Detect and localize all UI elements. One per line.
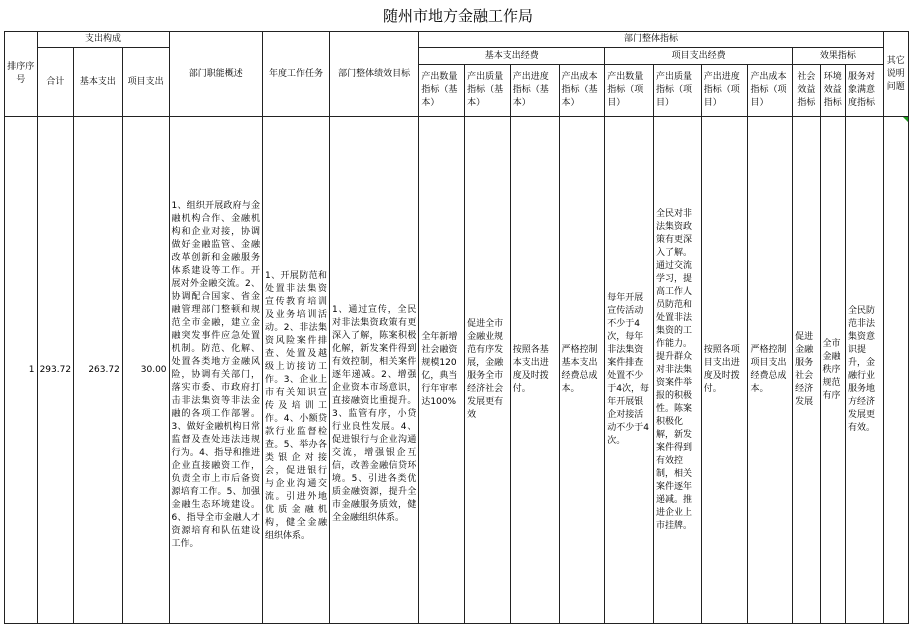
cell-basic: 263.72 xyxy=(74,117,123,624)
header-overall-goal: 部门整体绩效目标 xyxy=(330,32,419,117)
header-annual-task: 年度工作任务 xyxy=(262,32,329,117)
cell-ind-basic-qty: 全年新增社会融资规模120亿，典当行年审率达100% xyxy=(419,117,465,624)
header-index: 排序序号 xyxy=(5,32,38,117)
cell-ind-proj-progress: 按照各项目支出进度及时拨付。 xyxy=(701,117,748,624)
header-ind-satisfaction: 服务对象满意度指标 xyxy=(845,65,883,117)
header-ind-basic-cost: 产出成本指标（基本） xyxy=(559,65,605,117)
header-spending-group: 支出构成 xyxy=(37,32,169,48)
cell-ind-basic-progress: 按照各基本支出进度及时拨付。 xyxy=(510,117,559,624)
header-effect-group: 效果指标 xyxy=(793,48,883,65)
header-ind-proj-progress: 产出进度指标（项目） xyxy=(701,65,748,117)
cell-other xyxy=(883,117,908,624)
header-ind-basic-qty: 产出数量指标（基本） xyxy=(419,65,465,117)
cell-ind-social: 促进金融服务社会经济发展 xyxy=(793,117,820,624)
header-ind-basic-quality: 产出质量指标（基本） xyxy=(465,65,511,117)
cell-ind-basic-quality: 促进全市金融业规范有序发展，金融服务全市经济社会发展更有效 xyxy=(465,117,511,624)
cell-ind-proj-qty: 每年开展宣传活动不少于4次，每年非法集资案件排查处置不少于4次，每年开展银企对接活动不少于4次。 xyxy=(605,117,654,624)
table-row xyxy=(5,117,909,624)
cell-ind-basic-cost: 严格控制基本支出经费总成本。 xyxy=(559,117,605,624)
cell-overall-goal: 1、通过宣传，全民对非法集资政策有更深入了解，陈案积极化解，新发案件得到有效控制，相关案件逐年递减。2、增强企业资本市场意识，直接融资比重提升。3、监管有序，小贷行业良性发展。4、促进银行与企业沟通交流，增强银企互信，改善金融信贷环境。5、引进各类优质金融资源，提升全市金融服务质效，健全金融组织体系。 xyxy=(330,117,419,624)
header-project: 项目支出 xyxy=(122,48,169,117)
cell-total: 293.72 xyxy=(37,117,74,624)
header-other: 其它说明问题 xyxy=(883,32,908,117)
header-basic: 基本支出 xyxy=(74,48,123,117)
header-indicators-group: 部门整体指标 xyxy=(419,32,883,48)
header-ind-social: 社会效益指标 xyxy=(793,65,820,117)
cell-index: 1 xyxy=(5,117,38,624)
header-duty: 部门职能概述 xyxy=(169,32,262,117)
header-ind-basic-progress: 产出进度指标（基本） xyxy=(510,65,559,117)
header-total: 合计 xyxy=(37,48,74,117)
header-ind-proj-cost: 产出成本指标（项目） xyxy=(748,65,793,117)
cell-project: 30.00 xyxy=(122,117,169,624)
cell-ind-env: 全市金融秩序规范有序 xyxy=(820,117,845,624)
header-ind-env: 环境效益指标 xyxy=(820,65,845,117)
page-title: 随州市地方金融工作局 xyxy=(382,7,533,25)
header-ind-proj-qty: 产出数量指标（项目） xyxy=(605,65,654,117)
header-basic-group: 基本支出经费 xyxy=(419,48,605,65)
cell-duty: 1、组织开展政府与金融机构合作、金融机构和企业对接，协调做好金融监管、金融改革创新和金融服务体系建设等工作。开展对外金融交流。2、协调配合国家、省金融管理部门整顿和规范全市金融，建立金融突发事件应急处置机制。防范、化解、处置各类地方金融风险，协调有关部门，落实市委、市政府打击非法集资等非法金融的各项工作部署。3、做好金融机构日常监督及查处违法违规行为。4、指导和推进企业直接融资工作，负责全市上市后备资源培育工作。5、加强金融生态环境建设。6、指导全市金融人才资源培育和队伍建设工作。 xyxy=(169,117,262,624)
cell-ind-proj-cost: 严格控制项目支出经费总成本。 xyxy=(748,117,793,624)
cell-ind-satisfaction: 全民防范非法集资意识提升，金融行业服务地方经济发展更有效。 xyxy=(845,117,883,624)
performance-table xyxy=(4,31,909,624)
header-project-group: 项目支出经费 xyxy=(605,48,793,65)
header-ind-proj-quality: 产出质量指标（项目） xyxy=(653,65,701,117)
cell-ind-proj-quality: 全民对非法集资政策有更深入了解。通过交流学习，提高工作人员防范和处置非法集资的工作能力。提升群众对非法集资案件举报的积极性。陈案积极化解，新发案件得到有效控制，相关案件逐年递减。推进企业上市挂牌。 xyxy=(653,117,701,624)
cell-annual-task: 1、开展防范和处置非法集资宣传教育培训及业务培训活动。2、非法集资风险案件排查、处置及越级上访接访工作。3、企业上市有关知识宣传及培训工作。4、小额贷款行业监督检查。5、举办各类银企对接会，促进银行与企业沟通交流。引进外地优质金融机构，健全金融组织体系。 xyxy=(262,117,329,624)
